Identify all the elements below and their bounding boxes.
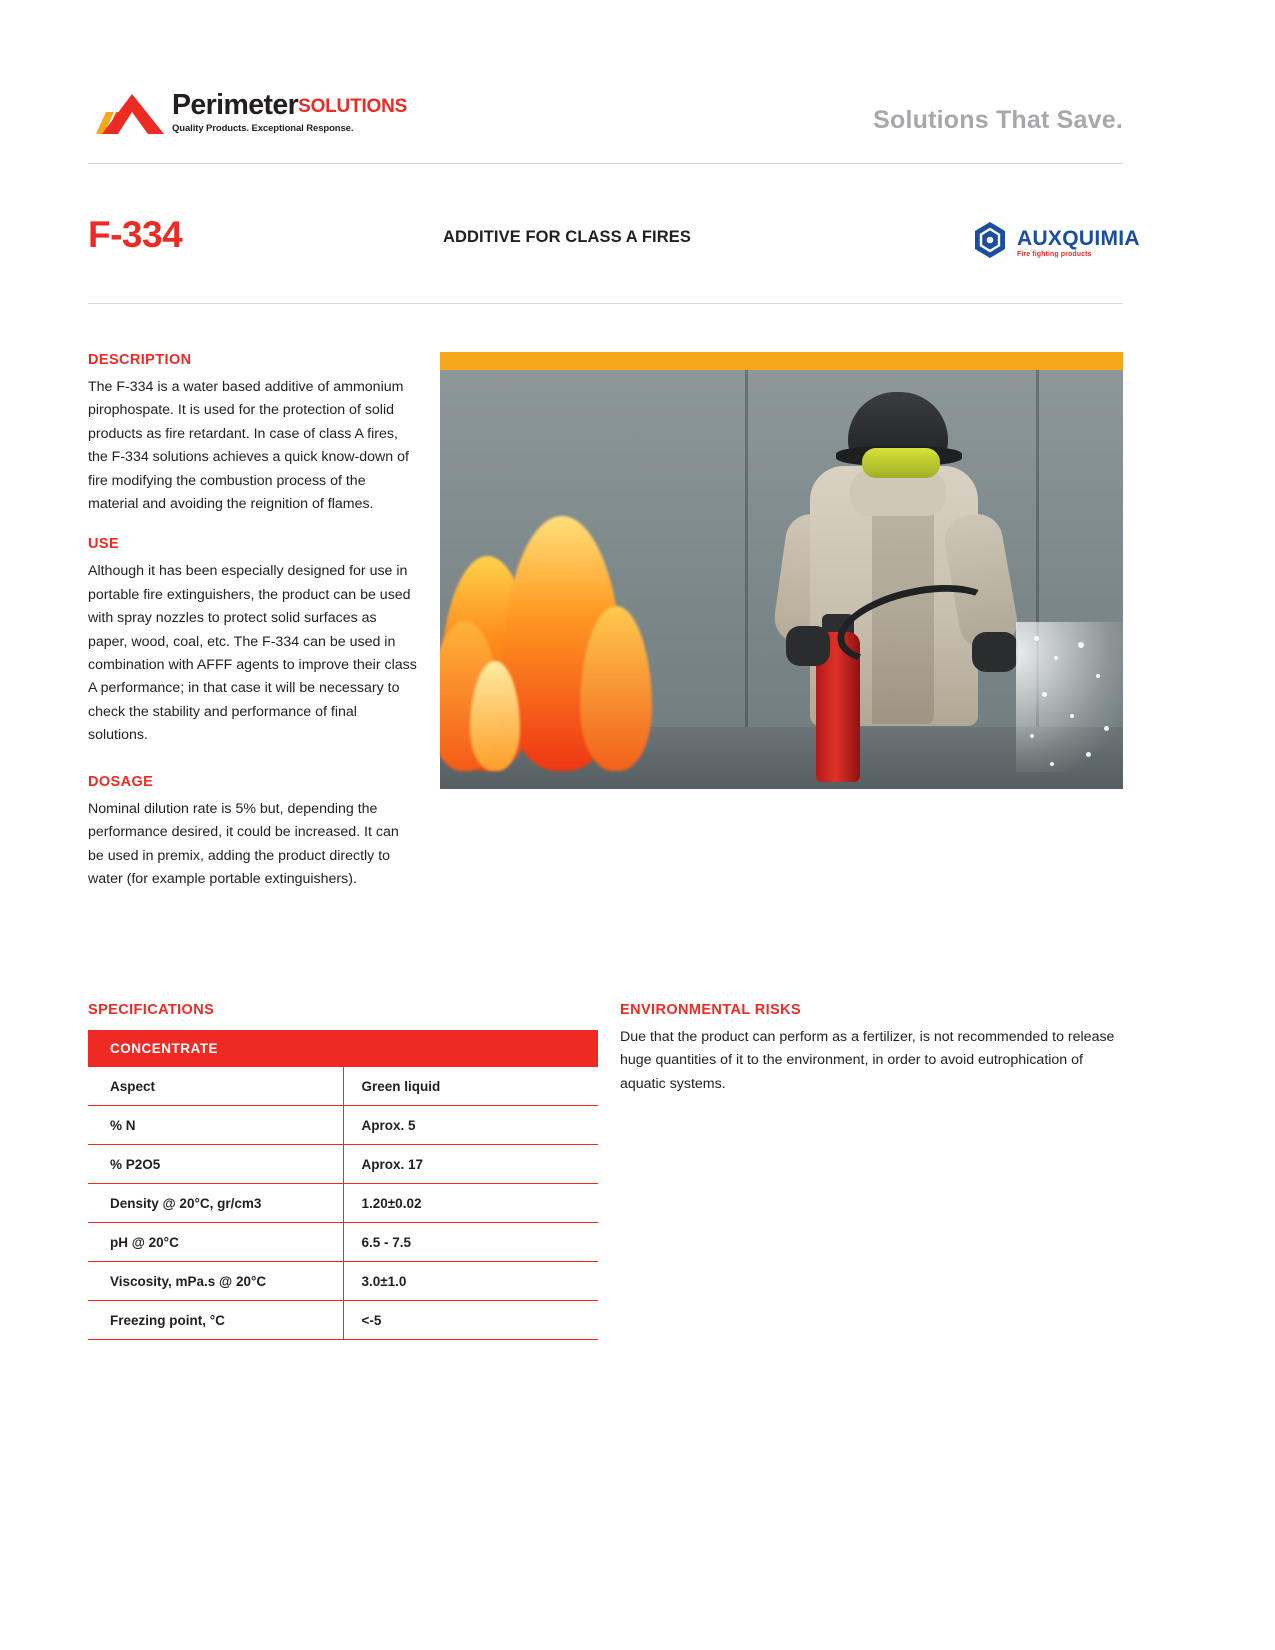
header-tagline: Solutions That Save. — [873, 106, 1123, 134]
table-row — [88, 1067, 598, 1106]
logo-title — [172, 91, 407, 120]
spec-property: Aspect — [88, 1067, 343, 1106]
specifications-block — [88, 1002, 598, 1340]
perimeter-solutions-logo — [88, 90, 407, 138]
spec-property: Density @ 20°C, gr/cm3 — [88, 1184, 343, 1223]
spec-value: Aprox. 17 — [343, 1145, 598, 1184]
auxquimia-subtitle: Fire fighting products — [1017, 250, 1092, 258]
perimeter-wordmark — [172, 91, 407, 134]
table-header-label: CONCENTRATE — [88, 1030, 598, 1067]
table-row — [88, 1262, 598, 1301]
product-code: F-334 — [88, 214, 183, 255]
spec-value: <-5 — [343, 1301, 598, 1340]
dosage-heading: DOSAGE — [88, 773, 154, 790]
auxquimia-logo — [970, 220, 1275, 265]
specifications-heading: SPECIFICATIONS — [88, 1002, 215, 1018]
environmental-risks-block — [620, 1002, 1125, 1096]
spec-value: 1.20±0.02 — [343, 1184, 598, 1223]
photo-firefighter — [776, 374, 1046, 789]
auxquimia-text — [1017, 228, 1140, 258]
description-body: The F-334 is a water based additive of ammonium pirophospate. It is used for the protection of solid products as fire retardant. In case of class A fires, the F-334 solutions achieves a quick know-down of fire modifying the combustion process of the material and avoiding the reignition of flames. — [88, 379, 409, 513]
spec-property: % P2O5 — [88, 1145, 343, 1184]
photo-water-spray — [1016, 622, 1123, 772]
use-heading: USE — [88, 536, 120, 553]
spec-value: Green liquid — [343, 1067, 598, 1106]
spec-property: % N — [88, 1106, 343, 1145]
logo-title-accent: SOLUTIONS — [298, 96, 408, 117]
document-header — [88, 90, 1123, 162]
table-row — [88, 1223, 598, 1262]
description-heading: DESCRIPTION — [88, 352, 192, 368]
table-row — [88, 1145, 598, 1184]
specifications-table — [88, 1030, 598, 1340]
use-body: Although it has been especially designed for use in portable fire extinguishers, the product can be used with spray nozzles to protect solid surfaces as paper, wood, coal, etc. The F-334 can be used in combination with AFFF agents to improve their class A performance; in that case it will be necessary to check the stability and performance of final solutions. — [88, 563, 417, 744]
logo-title-main: Perimeter — [172, 89, 299, 121]
spec-property: pH @ 20°C — [88, 1223, 343, 1262]
perimeter-mark-icon — [88, 90, 170, 138]
left-content-column — [88, 352, 418, 891]
title-divider — [88, 303, 1123, 304]
table-row — [88, 1184, 598, 1223]
photo-flames — [440, 511, 660, 771]
auxquimia-name: AUXQUIMIA — [1017, 226, 1140, 250]
table-row — [88, 1106, 598, 1145]
spec-value: 3.0±1.0 — [343, 1262, 598, 1301]
spec-property: Freezing point, °C — [88, 1301, 343, 1340]
environmental-risks-heading: ENVIRONMENTAL RISKS — [620, 1002, 802, 1018]
product-subtitle: ADDITIVE FOR CLASS A FIRES — [443, 228, 691, 246]
firefighter-photo — [440, 352, 1123, 789]
table-row — [88, 1301, 598, 1340]
header-divider — [88, 163, 1123, 164]
photo-top-accent-bar — [440, 352, 1123, 370]
spec-value: 6.5 - 7.5 — [343, 1223, 598, 1262]
auxquimia-hex-icon — [970, 220, 1010, 265]
dosage-body: Nominal dilution rate is 5% but, depending the performance desired, it could be increased. It can be used in premix, adding the product directly to water (for example portable extinguishers). — [88, 800, 399, 887]
spec-value: Aprox. 5 — [343, 1106, 598, 1145]
logo-tagline: Quality Products. Exceptional Response. — [172, 122, 354, 134]
table-header-row — [88, 1030, 598, 1067]
environmental-risks-body: Due that the product can perform as a fertilizer, is not recommended to release huge quantities of it to the environment, in order to avoid eutrophication of aquatic systems. — [620, 1029, 1115, 1092]
spec-property: Viscosity, mPa.s @ 20°C — [88, 1262, 343, 1301]
